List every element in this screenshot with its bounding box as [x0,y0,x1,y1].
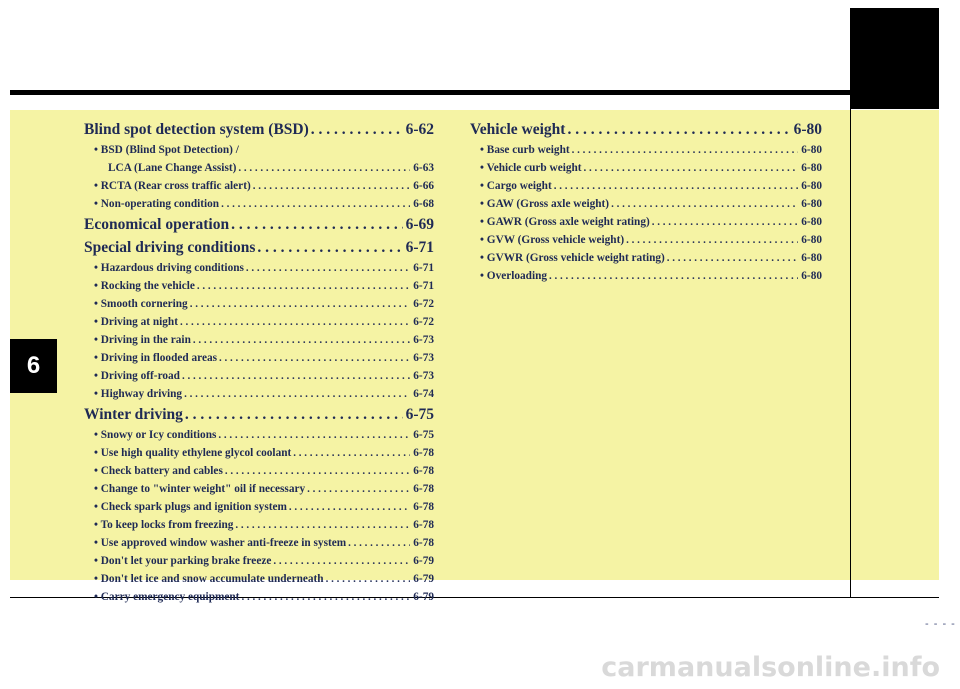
toc-entry-title: • Carry emergency equipment [94,591,240,603]
toc-entry-title: • GVWR (Gross vehicle weight rating) [480,252,665,264]
toc-heading-entry[interactable] [84,213,434,236]
toc-sub-entry[interactable] [470,177,822,195]
toc-sub-entry[interactable] [84,331,434,349]
leader-dots [231,213,402,236]
toc-entry-title: • Hazardous driving conditions [94,262,244,274]
toc-entry-page: 6-80 [801,234,822,246]
toc-entry-title: Vehicle weight [470,121,566,138]
toc-entry-page: 6-78 [413,519,434,531]
toc-entry-title: • Non-operating condition [94,198,220,210]
toc-entry-page: 6-80 [801,180,822,192]
toc-entry-page: 6-80 [801,216,822,228]
toc-entry-page: 6-73 [413,352,434,364]
toc-heading-entry[interactable] [84,236,434,259]
toc-sub-entry[interactable] [84,141,434,159]
toc-sub-entry[interactable] [84,313,434,331]
leader-dots [549,267,798,285]
leader-dots [567,118,790,141]
leader-dots [235,516,410,534]
toc-entry-page: 6-79 [413,573,434,585]
toc-entry-page: 6-80 [801,198,822,210]
leader-dots [626,231,798,249]
toc-entry-page: 6-79 [413,591,434,603]
toc-entry-page: 6-75 [413,429,434,441]
leader-dots [185,403,403,426]
leader-dots [257,236,402,259]
toc-right-column [470,118,822,285]
leader-dots [253,177,411,195]
toc-entry-title: • Rocking the vehicle [94,280,195,292]
toc-entry-title: Blind spot detection system (BSD) [84,121,309,138]
toc-entry-page: 6-71 [405,239,434,256]
toc-sub-entry[interactable] [84,588,434,606]
toc-entry-title: • GAW (Gross axle weight) [480,198,610,210]
toc-entry-title: Special driving conditions [84,239,256,256]
page-number-placeholder: - - - - [925,618,956,630]
toc-sub-entry[interactable] [84,516,434,534]
leader-dots [218,426,410,444]
watermark: carmanualsonline.info [601,652,940,683]
toc-sub-entry[interactable] [84,552,434,570]
toc-entry-title: • Snowy or Icy conditions [94,429,217,441]
toc-sub-entry[interactable] [84,480,434,498]
chapter-tab[interactable] [10,339,57,393]
toc-entry-page: 6-80 [801,270,822,282]
leader-dots [273,552,410,570]
margin-rule [850,8,851,598]
toc-sub-entry[interactable] [470,195,822,213]
toc-entry-title: • Smooth cornering [94,298,188,310]
toc-entry-page: 6-69 [405,216,434,233]
toc-entry-title: • Don't let ice and snow accumulate underneath [94,573,324,585]
toc-heading-entry[interactable] [84,118,434,141]
toc-entry-page: 6-71 [413,262,434,274]
leader-dots [584,159,799,177]
toc-entry-page: 6-71 [413,280,434,292]
toc-entry-page: 6-62 [405,121,434,138]
toc-entry-title: • Change to "winter weight" oil if necessary [94,483,306,495]
toc-entry-title: • Highway driving [94,388,183,400]
toc-entry-page: 6-75 [405,406,434,423]
toc-entry-title: • Overloading [480,270,548,282]
toc-sub-entry[interactable] [470,267,822,285]
toc-sub-entry[interactable] [84,177,434,195]
toc-entry-title: • Base curb weight [480,144,570,156]
leader-dots [311,118,403,141]
toc-sub-entry[interactable] [84,462,434,480]
toc-entry-page: 6-80 [801,252,822,264]
toc-entry-title: • Driving in the rain [94,334,191,346]
toc-left-column [84,118,434,606]
toc-sub-entry[interactable] [470,231,822,249]
leader-dots [667,249,798,267]
toc-entry-title: • To keep locks from freezing [94,519,234,531]
toc-entry-page: 6-73 [413,334,434,346]
toc-entry-title: • Use high quality ethylene glycol coolant [94,447,292,459]
toc-entry-page: 6-72 [413,298,434,310]
toc-heading-entry[interactable] [84,403,434,426]
toc-entry-title: • Driving in flooded areas [94,352,217,364]
leader-dots [241,588,410,606]
toc-sub-entry[interactable] [470,141,822,159]
toc-sub-entry[interactable] [84,195,434,213]
toc-entry-page: 6-78 [413,447,434,459]
toc-entry-page: 6-73 [413,370,434,382]
toc-entry-page: 6-80 [793,121,822,138]
toc-entry-page: 6-78 [413,465,434,477]
toc-sub-entry[interactable] [84,444,434,462]
leader-dots [180,313,410,331]
toc-sub-entry[interactable] [470,159,822,177]
toc-heading-entry[interactable] [470,118,822,141]
toc-entry-page: 6-79 [413,555,434,567]
toc-sub-entry[interactable] [84,426,434,444]
toc-entry-title: • Driving off-road [94,370,180,382]
leader-dots [348,534,410,552]
toc-entry-page: 6-72 [413,316,434,328]
toc-entry-title: • RCTA (Rear cross traffic alert) [94,180,251,192]
toc-entry-page: 6-68 [413,198,434,210]
leader-dots [554,177,799,195]
leader-dots [197,277,410,295]
toc-sub-entry[interactable] [84,534,434,552]
toc-entry-page: 6-78 [413,537,434,549]
toc-entry-title: Economical operation [84,216,230,233]
leader-dots [246,259,410,277]
toc-sub-entry[interactable] [84,159,434,177]
toc-sub-entry[interactable] [84,295,434,313]
leader-dots [221,195,410,213]
leader-dots [652,213,799,231]
toc-entry-title: • Driving at night [94,316,178,328]
toc-entry-page: 6-80 [801,144,822,156]
toc-entry-title: • Use approved window washer anti-freeze in system [94,537,347,549]
toc-entry-title: • Vehicle curb weight [480,162,582,174]
toc-entry-page: 6-66 [413,180,434,192]
toc-sub-entry[interactable] [470,249,822,267]
leader-dots [219,349,410,367]
leader-dots [611,195,798,213]
toc-sub-entry[interactable] [84,498,434,516]
leader-dots [182,367,410,385]
toc-entry-page: 6-78 [413,483,434,495]
section-header-block [851,8,939,109]
leader-dots [326,570,411,588]
toc-entry-title: • GAWR (Gross axle weight rating) [480,216,650,228]
leader-dots [184,385,410,403]
toc-entry-title: • BSD (Blind Spot Detection) / [94,144,239,156]
toc-entry-title: • GVW (Gross vehicle weight) [480,234,625,246]
toc-entry-page: 6-80 [801,162,822,174]
toc-entry-title: Winter driving [84,406,183,423]
toc-sub-entry[interactable] [84,570,434,588]
chapter-number: 6 [26,352,41,379]
leader-dots [238,159,410,177]
leader-dots [225,462,410,480]
toc-entry-title: LCA (Lane Change Assist) [108,162,237,174]
toc-sub-entry[interactable] [84,385,434,403]
leader-dots [289,498,410,516]
toc-entry-title: • Don't let your parking brake freeze [94,555,272,567]
toc-sub-entry[interactable] [84,259,434,277]
top-rule [10,90,851,95]
leader-dots [307,480,410,498]
toc-entry-page: 6-78 [413,501,434,513]
toc-entry-title: • Check spark plugs and ignition system [94,501,287,513]
toc-sub-entry[interactable] [84,349,434,367]
toc-entry-title: • Check battery and cables [94,465,223,477]
toc-sub-entry[interactable] [84,367,434,385]
leader-dots [190,295,411,313]
toc-sub-entry[interactable] [470,213,822,231]
leader-dots [293,444,410,462]
leader-dots [193,331,410,349]
toc-entry-page: 6-74 [413,388,434,400]
toc-sub-entry[interactable] [84,277,434,295]
leader-dots [572,141,799,159]
toc-entry-title: • Cargo weight [480,180,552,192]
toc-entry-page: 6-63 [413,162,434,174]
